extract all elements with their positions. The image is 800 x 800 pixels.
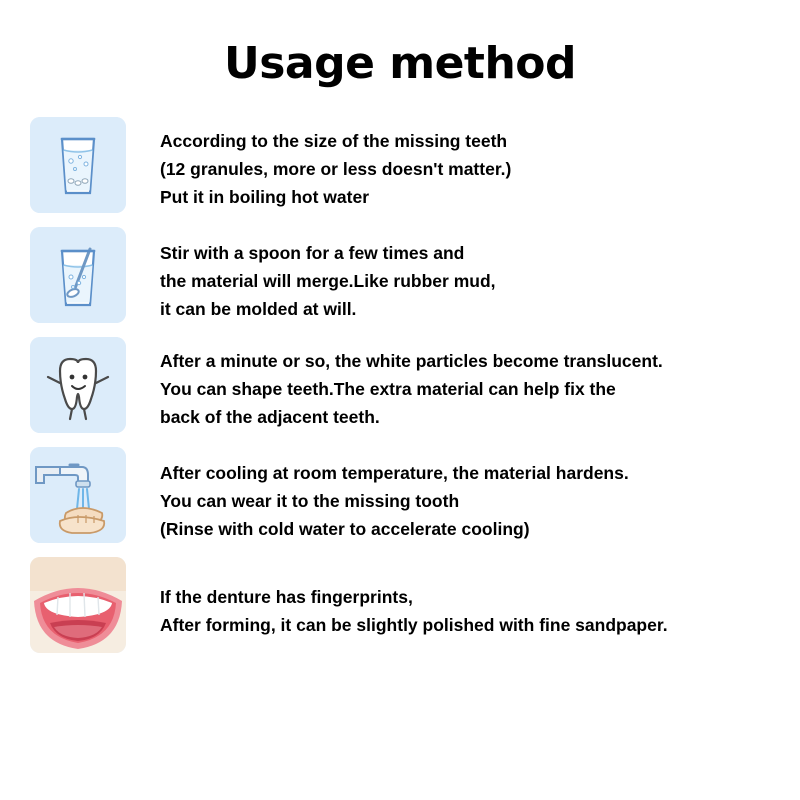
tooth-character-icon	[30, 337, 126, 433]
step-line: You can shape teeth.The extra material can help fix the	[160, 379, 616, 399]
list-item	[0, 227, 800, 323]
step-text	[160, 117, 511, 211]
page-title: Usage method	[223, 38, 577, 89]
step-line: After a minute or so, the white particles become translucent.	[160, 351, 663, 371]
step-text	[160, 227, 496, 323]
step-text	[160, 557, 668, 639]
list-item	[0, 447, 800, 543]
step-line: After cooling at room temperature, the material hardens.	[160, 463, 629, 483]
step-line: Put it in boiling hot water	[160, 187, 370, 207]
faucet-washing-hands-icon	[30, 447, 126, 543]
list-item	[0, 337, 800, 433]
step-line: You can wear it to the missing tooth	[160, 491, 460, 511]
glass-of-water-with-granules-icon	[30, 117, 126, 213]
step-line: If the denture has fingerprints,	[160, 587, 413, 607]
step-line: it can be molded at will.	[160, 299, 357, 319]
step-line: After forming, it can be slightly polished with fine sandpaper.	[160, 615, 668, 635]
smiling-mouth-teeth-icon	[30, 557, 126, 653]
glass-with-spoon-stirring-icon	[30, 227, 126, 323]
step-line: back of the adjacent teeth.	[160, 407, 380, 427]
step-text	[160, 447, 629, 543]
step-line: the material will merge.Like rubber mud,	[160, 271, 496, 291]
list-item	[0, 557, 800, 653]
step-line: According to the size of the missing teeth	[160, 131, 508, 151]
step-text	[160, 337, 663, 431]
step-line: (Rinse with cold water to accelerate cooling)	[160, 519, 530, 539]
steps-list	[0, 117, 800, 653]
step-line: Stir with a spoon for a few times and	[160, 243, 465, 263]
step-line: (12 granules, more or less doesn't matter.)	[160, 159, 512, 179]
list-item	[0, 117, 800, 213]
